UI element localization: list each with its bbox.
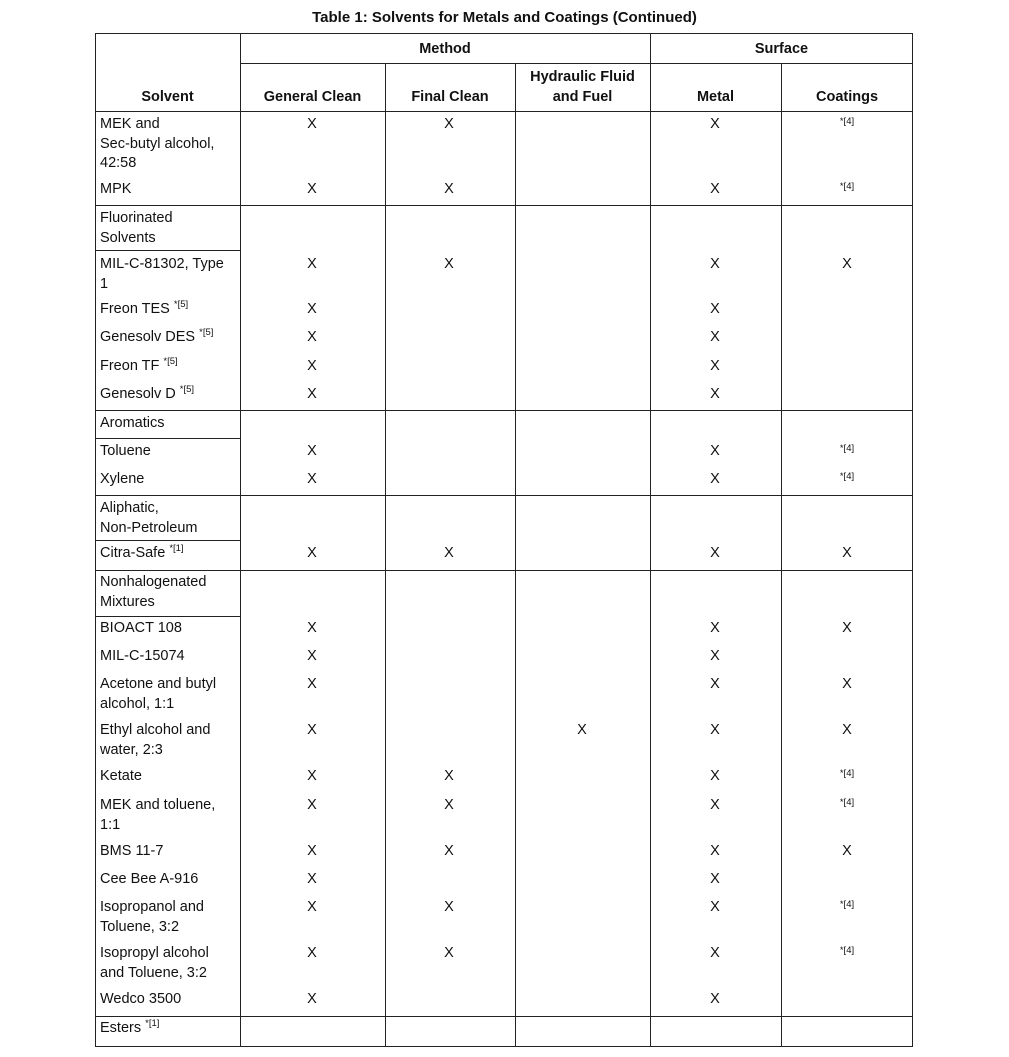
solvent-name (100, 328, 238, 348)
general-clean-mark: X (307, 116, 317, 132)
solvent-name-line: MIL-C-81302, Type (100, 256, 224, 272)
metal-mark: X (710, 722, 720, 738)
solvent-name-line: 1:1 (100, 816, 121, 833)
final-clean-mark: X (444, 899, 454, 915)
final-clean-mark: X (444, 945, 454, 961)
solvent-name (100, 721, 238, 760)
coatings-mark: X (842, 843, 852, 859)
general-clean-mark: X (307, 329, 317, 345)
final-clean-mark: X (444, 768, 454, 784)
coatings-footnote-mark: *[4] (839, 181, 855, 192)
metal-mark: X (710, 256, 720, 272)
grid-line (95, 410, 913, 411)
general-clean-mark: X (307, 620, 317, 636)
metal-mark: X (710, 676, 720, 692)
solvent-name (100, 990, 238, 1010)
solvent-name (100, 300, 238, 320)
solvent-name-text: Toluene (100, 443, 151, 459)
general-clean-mark: X (307, 471, 317, 487)
solvent-column-header: Solvent (141, 89, 194, 105)
solvent-name-line: MEK and toluene, (100, 797, 216, 813)
solvent-name-text: Freon TF (100, 358, 160, 374)
solvent-name-line: Aliphatic, (100, 500, 159, 516)
final-clean-mark: X (444, 116, 454, 132)
solvent-name-line: Sec-butyl alcohol, (100, 135, 215, 152)
metal-mark: X (710, 386, 720, 402)
grid-line (385, 63, 386, 1047)
solvent-name-line: 42:58 (100, 155, 137, 171)
solvent-name-line: Acetone and butyl (100, 676, 217, 692)
metal-mark: X (710, 991, 720, 1007)
metal-mark: X (710, 358, 720, 374)
solvent-name (100, 796, 238, 835)
grid-line (95, 570, 913, 571)
solvent-name-text: MIL-C-15074 (100, 648, 185, 664)
general-clean-column-header: General Clean (263, 89, 362, 105)
hydraulic-header-line: and Fuel (552, 89, 613, 105)
solvent-name-line: Isopropanol and (100, 899, 204, 915)
footnote-reference: *[1] (145, 1018, 160, 1029)
solvent-name-text: BIOACT 108 (100, 620, 182, 636)
metal-mark: X (710, 116, 720, 132)
solvent-name (100, 842, 238, 862)
grid-line (95, 495, 913, 496)
solvent-name-text: Freon TES (100, 301, 170, 317)
final-clean-mark: X (444, 256, 454, 272)
final-clean-mark: X (444, 797, 454, 813)
solvent-name-text: Ketate (100, 768, 142, 784)
solvent-name-text: Aromatics (100, 415, 165, 431)
metal-mark: X (710, 945, 720, 961)
general-clean-mark: X (307, 181, 317, 197)
grid-line (240, 33, 241, 1047)
final-clean-mark: X (444, 545, 454, 561)
general-clean-mark: X (307, 545, 317, 561)
footnote-reference: *[1] (169, 543, 184, 554)
general-clean-mark: X (307, 722, 317, 738)
solvent-name-line: Toluene, 3:2 (100, 918, 180, 935)
grid-line (650, 33, 651, 1047)
grid-line (781, 63, 782, 1047)
coatings-footnote-mark: *[4] (839, 768, 855, 779)
coatings-footnote-mark: *[4] (839, 797, 855, 808)
general-clean-mark: X (307, 768, 317, 784)
solvent-name (100, 470, 238, 490)
solvent-name-line: Ethyl alcohol and (100, 722, 211, 738)
solvent-name-line: Non-Petroleum (100, 519, 198, 536)
general-clean-mark: X (307, 899, 317, 915)
general-clean-mark: X (307, 443, 317, 459)
grid-line (95, 111, 913, 112)
solvent-name (100, 767, 238, 787)
footnote-reference: *[5] (163, 356, 178, 367)
metal-mark: X (710, 871, 720, 887)
general-clean-mark: X (307, 256, 317, 272)
metal-mark: X (710, 301, 720, 317)
general-clean-mark: X (307, 797, 317, 813)
metal-mark: X (710, 797, 720, 813)
solvent-name-text: Citra-Safe (100, 545, 166, 561)
solvent-name-line: Mixtures (100, 593, 155, 610)
metal-mark: X (710, 181, 720, 197)
solvent-name-line: Fluorinated (100, 210, 173, 226)
solvent-name-line: 1 (100, 275, 109, 292)
footnote-reference: *[5] (199, 327, 214, 338)
coatings-footnote-mark: *[4] (839, 471, 855, 482)
final-clean-column-header: Final Clean (411, 89, 489, 105)
metal-column-header: Metal (696, 89, 735, 105)
general-clean-mark: X (307, 358, 317, 374)
grid-line (515, 63, 516, 1047)
solvent-name-line: Isopropyl alcohol (100, 945, 209, 961)
coatings-mark: X (842, 620, 852, 636)
grid-line (95, 616, 240, 617)
grid-line (95, 438, 240, 439)
general-clean-mark: X (307, 301, 317, 317)
solvent-name (100, 385, 238, 405)
coatings-footnote-mark: *[4] (839, 443, 855, 454)
solvent-name (100, 647, 238, 667)
grid-line (95, 540, 240, 541)
final-clean-mark: X (444, 843, 454, 859)
metal-mark: X (710, 443, 720, 459)
solvent-name (100, 573, 238, 612)
coatings-mark: X (842, 722, 852, 738)
footnote-reference: *[5] (173, 299, 189, 310)
coatings-footnote-mark: *[4] (839, 116, 855, 127)
footnote-reference: *[5] (179, 384, 195, 395)
solvent-name-text: Wedco 3500 (100, 991, 182, 1007)
general-clean-mark: X (307, 648, 317, 664)
solvent-name (100, 619, 238, 639)
solvent-name (100, 499, 238, 538)
solvent-name (100, 1019, 238, 1039)
metal-mark: X (710, 899, 720, 915)
solvent-name (100, 414, 238, 434)
metal-mark: X (710, 648, 720, 664)
grid-line (95, 250, 240, 251)
coatings-column-header: Coatings (815, 89, 879, 105)
general-clean-mark: X (307, 676, 317, 692)
final-clean-mark: X (444, 181, 454, 197)
solvent-name-text: MPK (100, 181, 132, 197)
solvent-name-text: Cee Bee A-916 (100, 871, 199, 887)
grid-line (95, 1016, 913, 1017)
grid-line (240, 63, 913, 64)
general-clean-mark: X (307, 945, 317, 961)
metal-mark: X (710, 329, 720, 345)
general-clean-mark: X (307, 843, 317, 859)
coatings-mark: X (842, 676, 852, 692)
general-clean-mark: X (307, 991, 317, 1007)
grid-line (95, 205, 913, 206)
solvent-name (100, 944, 238, 983)
solvent-name-text: BMS 11-7 (100, 843, 164, 859)
metal-mark: X (710, 471, 720, 487)
metal-mark: X (710, 620, 720, 636)
coatings-footnote-mark: *[4] (839, 899, 855, 910)
solvent-name-line: Solvents (100, 229, 156, 246)
solvent-name (100, 898, 238, 937)
solvent-name-text: Genesolv D (100, 386, 176, 402)
hydraulic-mark: X (577, 722, 587, 738)
solvent-name-text: Xylene (100, 471, 145, 487)
hydraulic-column-header (515, 67, 650, 107)
metal-mark: X (710, 843, 720, 859)
metal-mark: X (710, 545, 720, 561)
solvent-name (100, 544, 238, 564)
solvent-name-text: Genesolv DES (100, 329, 196, 345)
general-clean-mark: X (307, 871, 317, 887)
solvent-name (100, 209, 238, 248)
solvent-name-line: Nonhalogenated (100, 574, 207, 590)
method-group-header: Method (419, 41, 471, 57)
solvent-name-line: alcohol, 1:1 (100, 695, 175, 712)
solvent-name-line: MEK and (100, 116, 160, 132)
solvent-name-line: and Toluene, 3:2 (100, 964, 207, 981)
coatings-mark: X (842, 545, 852, 561)
solvent-name (100, 870, 238, 890)
solvent-name (100, 357, 238, 377)
solvent-name (100, 115, 238, 174)
solvent-name (100, 180, 238, 200)
coatings-footnote-mark: *[4] (839, 945, 855, 956)
solvent-name (100, 675, 238, 714)
coatings-mark: X (842, 256, 852, 272)
table-caption: Table 1: Solvents for Metals and Coatings (Continued) (312, 9, 697, 26)
solvent-name (100, 255, 238, 294)
surface-group-header: Surface (754, 41, 809, 57)
solvent-name (100, 442, 238, 462)
general-clean-mark: X (307, 386, 317, 402)
metal-mark: X (710, 768, 720, 784)
solvent-name-text: Esters (100, 1020, 142, 1036)
hydraulic-header-line: Hydraulic Fluid (530, 69, 635, 85)
solvent-name-line: water, 2:3 (100, 741, 163, 758)
